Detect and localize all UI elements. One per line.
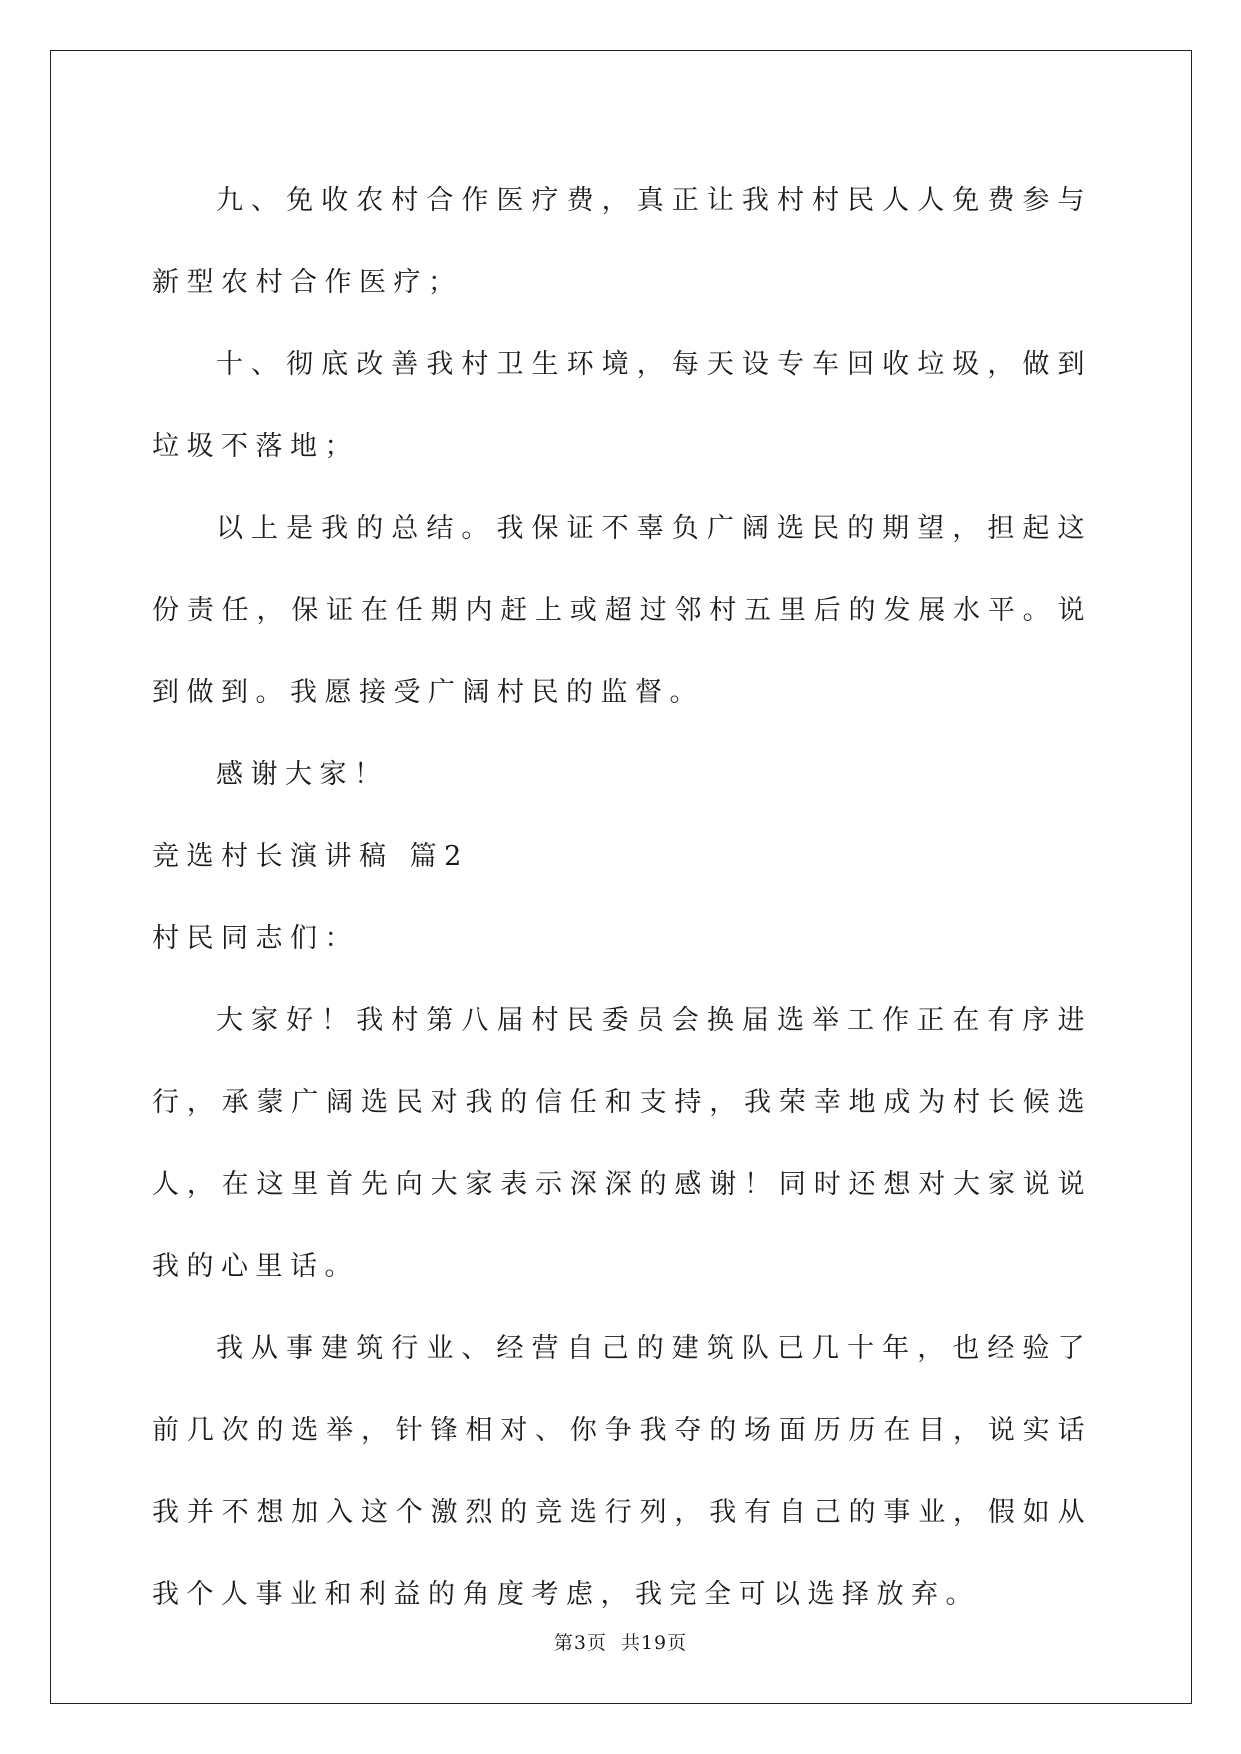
paragraph: 感谢大家！	[216, 759, 389, 790]
paragraph: 九、免收农村合作医疗费，真正让我村村民人人免费参与新型农村合作医疗；	[152, 185, 1092, 298]
page-number: 第3页	[553, 1632, 607, 1654]
paragraph: 大家好！我村第八届村民委员会换届选举工作正在有序进行，承蒙广阔选民对我的信任和支持，我荣幸地成为村长候选人，在这里首先向大家表示深深的感谢！同时还想对大家说说我的心里话。	[152, 1005, 1092, 1282]
paragraph: 十、彻底改善我村卫生环境，每天设专车回收垃圾，做到垃圾不落地；	[152, 349, 1092, 462]
page-total: 共19页	[620, 1632, 688, 1654]
salutation: 村民同志们：	[152, 923, 359, 954]
document-body	[152, 160, 1092, 1636]
paragraph: 我从事建筑行业、经营自己的建筑队已几十年，也经验了前几次的选举，针锋相对、你争我夺的场面历历在目，说实话我并不想加入这个激烈的竞选行列，我有自己的事业，假如从我个人事业和利益的角度考虑，我完全可以选择放弃。	[152, 1333, 1092, 1610]
paragraph: 以上是我的总结。我保证不辜负广阔选民的期望，担起这份责任，保证在任期内赶上或超过邻村五里后的发展水平。说到做到。我愿接受广阔村民的监督。	[152, 513, 1092, 708]
section-heading: 竞选村长演讲稿 篇2	[152, 841, 469, 872]
page-footer	[0, 1628, 1241, 1655]
